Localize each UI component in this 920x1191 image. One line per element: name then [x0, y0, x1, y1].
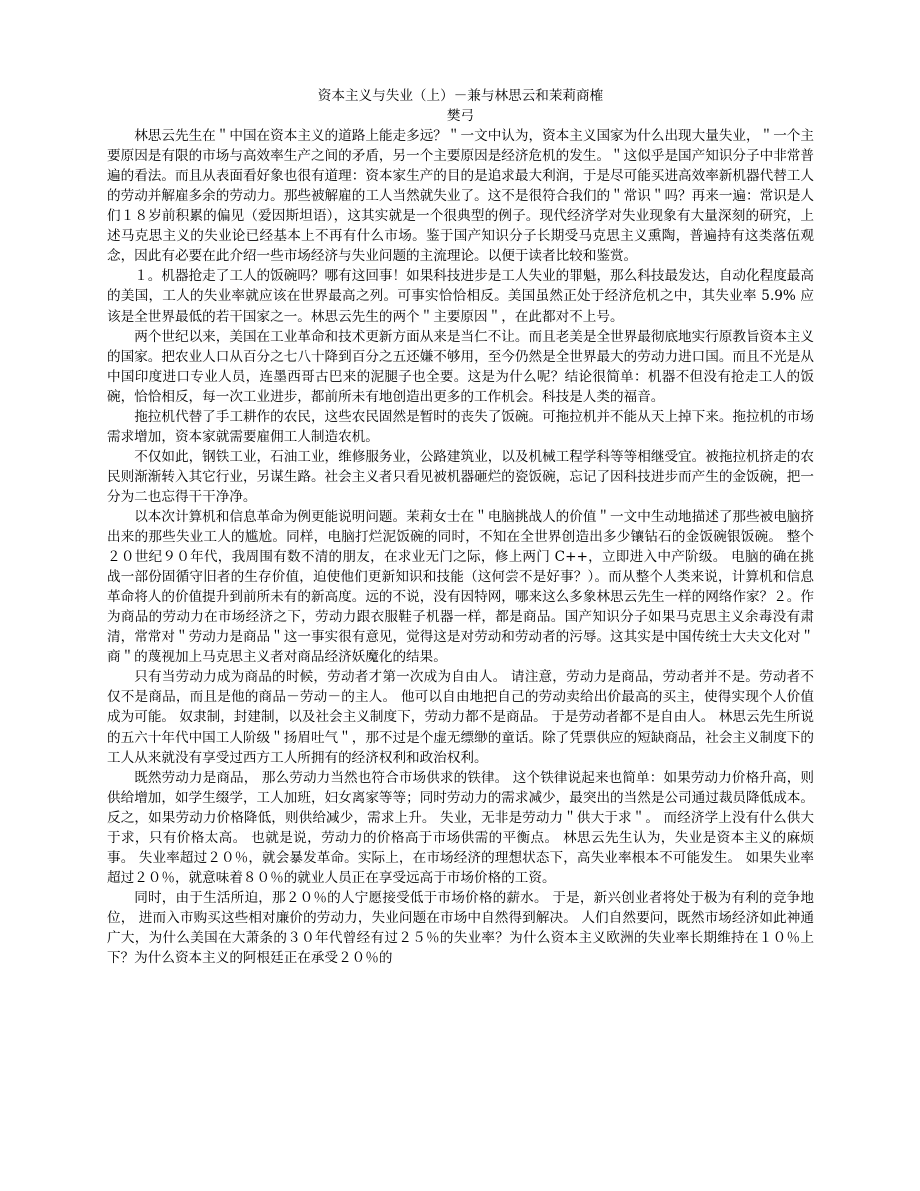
document-author: 樊弓 [446, 108, 475, 125]
paragraph: 不仅如此，钢铁工业，石油工业，维修服务业，公路建筑业，以及机械工程学科等等相继受宜。被拖拉机挤走的农民则渐渐转入其它行业，另谋生路。社会主义者只看见被机器砸烂的瓷饭碗，忘记了因科技进步而产生的金饭碗，把一分为二也忘得干干净净。 [107, 448, 814, 505]
paragraph: 林思云先生在＂中国在资本主义的道路上能走多远？＂一文中认为，资本主义国家为什么出现大量失业，＂一个主要原因是有限的市场与高效率生产之间的矛盾，另一个主要原因是经济危机的发生。＂这似乎是国产知识分子中非常普遍的看法。而且从表面看好象也很有道理：资本家生产的目的是追求最大利润，于是尽可能买进高效率新机器代替工人的劳动并解雇多余的劳动力。那些被解雇的工人当然就失业了。这不是很符合我们的＂常识＂吗？再来一遍：常识是人们１８岁前积累的偏见（爱因斯坦语），这其实就是一个很典型的例子。现代经济学对失业现象有大量深刻的研究，上述马克思主义的失业论已经基本上不再有什么市场。鉴于国产知识分子长期受马克思主义熏陶，普遍持有这类落伍观念，因此有必要在此介绍一些市场经济与失业问题的主流理论。以便于读者比较和鉴赏。 [107, 128, 814, 265]
paragraph: 以本次计算机和信息革命为例更能说明问题。茉莉女士在＂电脑挑战人的价值＂一文中生动地描述了那些被电脑挤出来的那些失业工人的尴尬。同样，电脑打烂泥饭碗的同时，不知在全世界创造出多少镶钻石的金饭碗银饭碗。 整个２０世纪９０年代，我周围有数不清的朋友，在求业无门之际，修上两门 C++，立即进入中产阶级。 电脑的确在挑战一部份固循守旧者的生存价值，迫使他们更新知识和技能（这何尝不是好事？）。而从整个人类来说，计算机和信息革命将人的价值提升到前所未有的新高度。远的不说，没有因特网，哪来这么多象林思云先生一样的网络作家？２。作为商品的劳动力在市场经济之下，劳动力跟衣服鞋子机器一样，都是商品。国产知识分子如果马克思主义余毒没有肃清，常常对＂劳动力是商品＂这一事实很有意见，觉得这是对劳动和劳动者的污辱。这其实是中国传统士大夫文化对＂商＂的蔑视加上马克思主义者对商品经济妖魔化的结果。 [107, 508, 814, 666]
paragraph: 两个世纪以来，美国在工业革命和技术更新方面从来是当仁不让。而且老美是全世界最彻底地实行原教旨资本主义的国家。把农业人口从百分之七八十降到百分之五还嫌不够用，至今仍然是全世界最大的劳动力进口国。而且不光是从中国印度进口专业人员，连墨西哥古巴来的泥腿子也全要。这是为什么呢？结论很简单：机器不但没有抢走工人的饭碗，恰恰相反，每一次工业进步，都前所未有地创造出更多的工作机会。科技是人类的福音。 [107, 328, 814, 405]
paragraph: 既然劳动力是商品， 那么劳动力当然也符合市场供求的铁律。 这个铁律说起来也简单：如果劳动力价格升高，则供给增加，如学生缀学，工人加班，妇女离家等等；同时劳动力的需求减少，最突出的当然是公司通过裁员降低成本。 反之，如果劳动力价格降低，则供给减少，需求上升。 失业，无非是劳动力＂供大于求＂。 而经济学上没有什么供大于求，只有价格太高。 也就是说，劳动力的价格高于市场供需的平衡点。 林思云先生认为，失业是资本主义的麻烦事。 失业率超过２０％，就会暴发革命。实际上，在市场经济的理想状态下，高失业率根本不可能发生。 如果失业率超过２０％，就意味着８０％的就业人员正在享受远高于市场价格的工资。 [107, 769, 814, 886]
paragraph: 只有当劳动力成为商品的时候，劳动者才第一次成为自由人。 请注意，劳动力是商品，劳动者并不是。劳动者不仅不是商品，而且是他的商品－劳动－的主人。 他可以自由地把自己的劳动卖给出价最高的买主，使得实现个人价值成为可能。 奴隶制，封建制，以及社会主义制度下，劳动力都不是商品。 于是劳动者都不是自由人。 林思云先生所说的五六十年代中国工人阶级＂扬眉吐气＂，那不过是个虚无缥缈的童话。除了凭票供应的短缺商品，社会主义制度下的工人从来就没有享受过西方工人所拥有的经济权利和政治权利。 [107, 669, 814, 766]
document-title: 资本主义与失业（上）－兼与林思云和茉莉商榷 [317, 88, 604, 104]
paragraph: 同时，由于生活所迫，那２０％的人宁愿接受低于市场价格的薪水。 于是，新兴创业者将处于极为有利的竞争地位， 进而入市购买这些相对廉价的劳动力，失业问题在市场中自然得到解决。 人们自然要问，既然市场经济如此神通广大，为什么美国在大萧条的３０年代曾经有过２５％的失业率？为什么资本主义欧洲的失业率长期维持在１０％上下？为什么资本主义的阿根廷正在承受２０％的 [107, 889, 814, 967]
paragraph: １。机器抢走了工人的饭碗吗？哪有这回事！如果科技进步是工人失业的罪魁，那么科技最发达，自动化程度最高的美国，工人的失业率就应该在世界最高之列。可事实恰恰相反。美国虽然正处于经济危机之中，其失业率 5.9% 应该是全世界最低的若干国家之一。林思云先生的两个＂主要原因＂，在此都对不上号。 [107, 268, 814, 325]
paragraph: 拖拉机代替了手工耕作的农民，这些农民固然是暂时的丧失了饭碗。可拖拉机并不能从天上掉下来。拖拉机的市场需求增加，资本家就需要雇佣工人制造农机。 [107, 408, 814, 445]
